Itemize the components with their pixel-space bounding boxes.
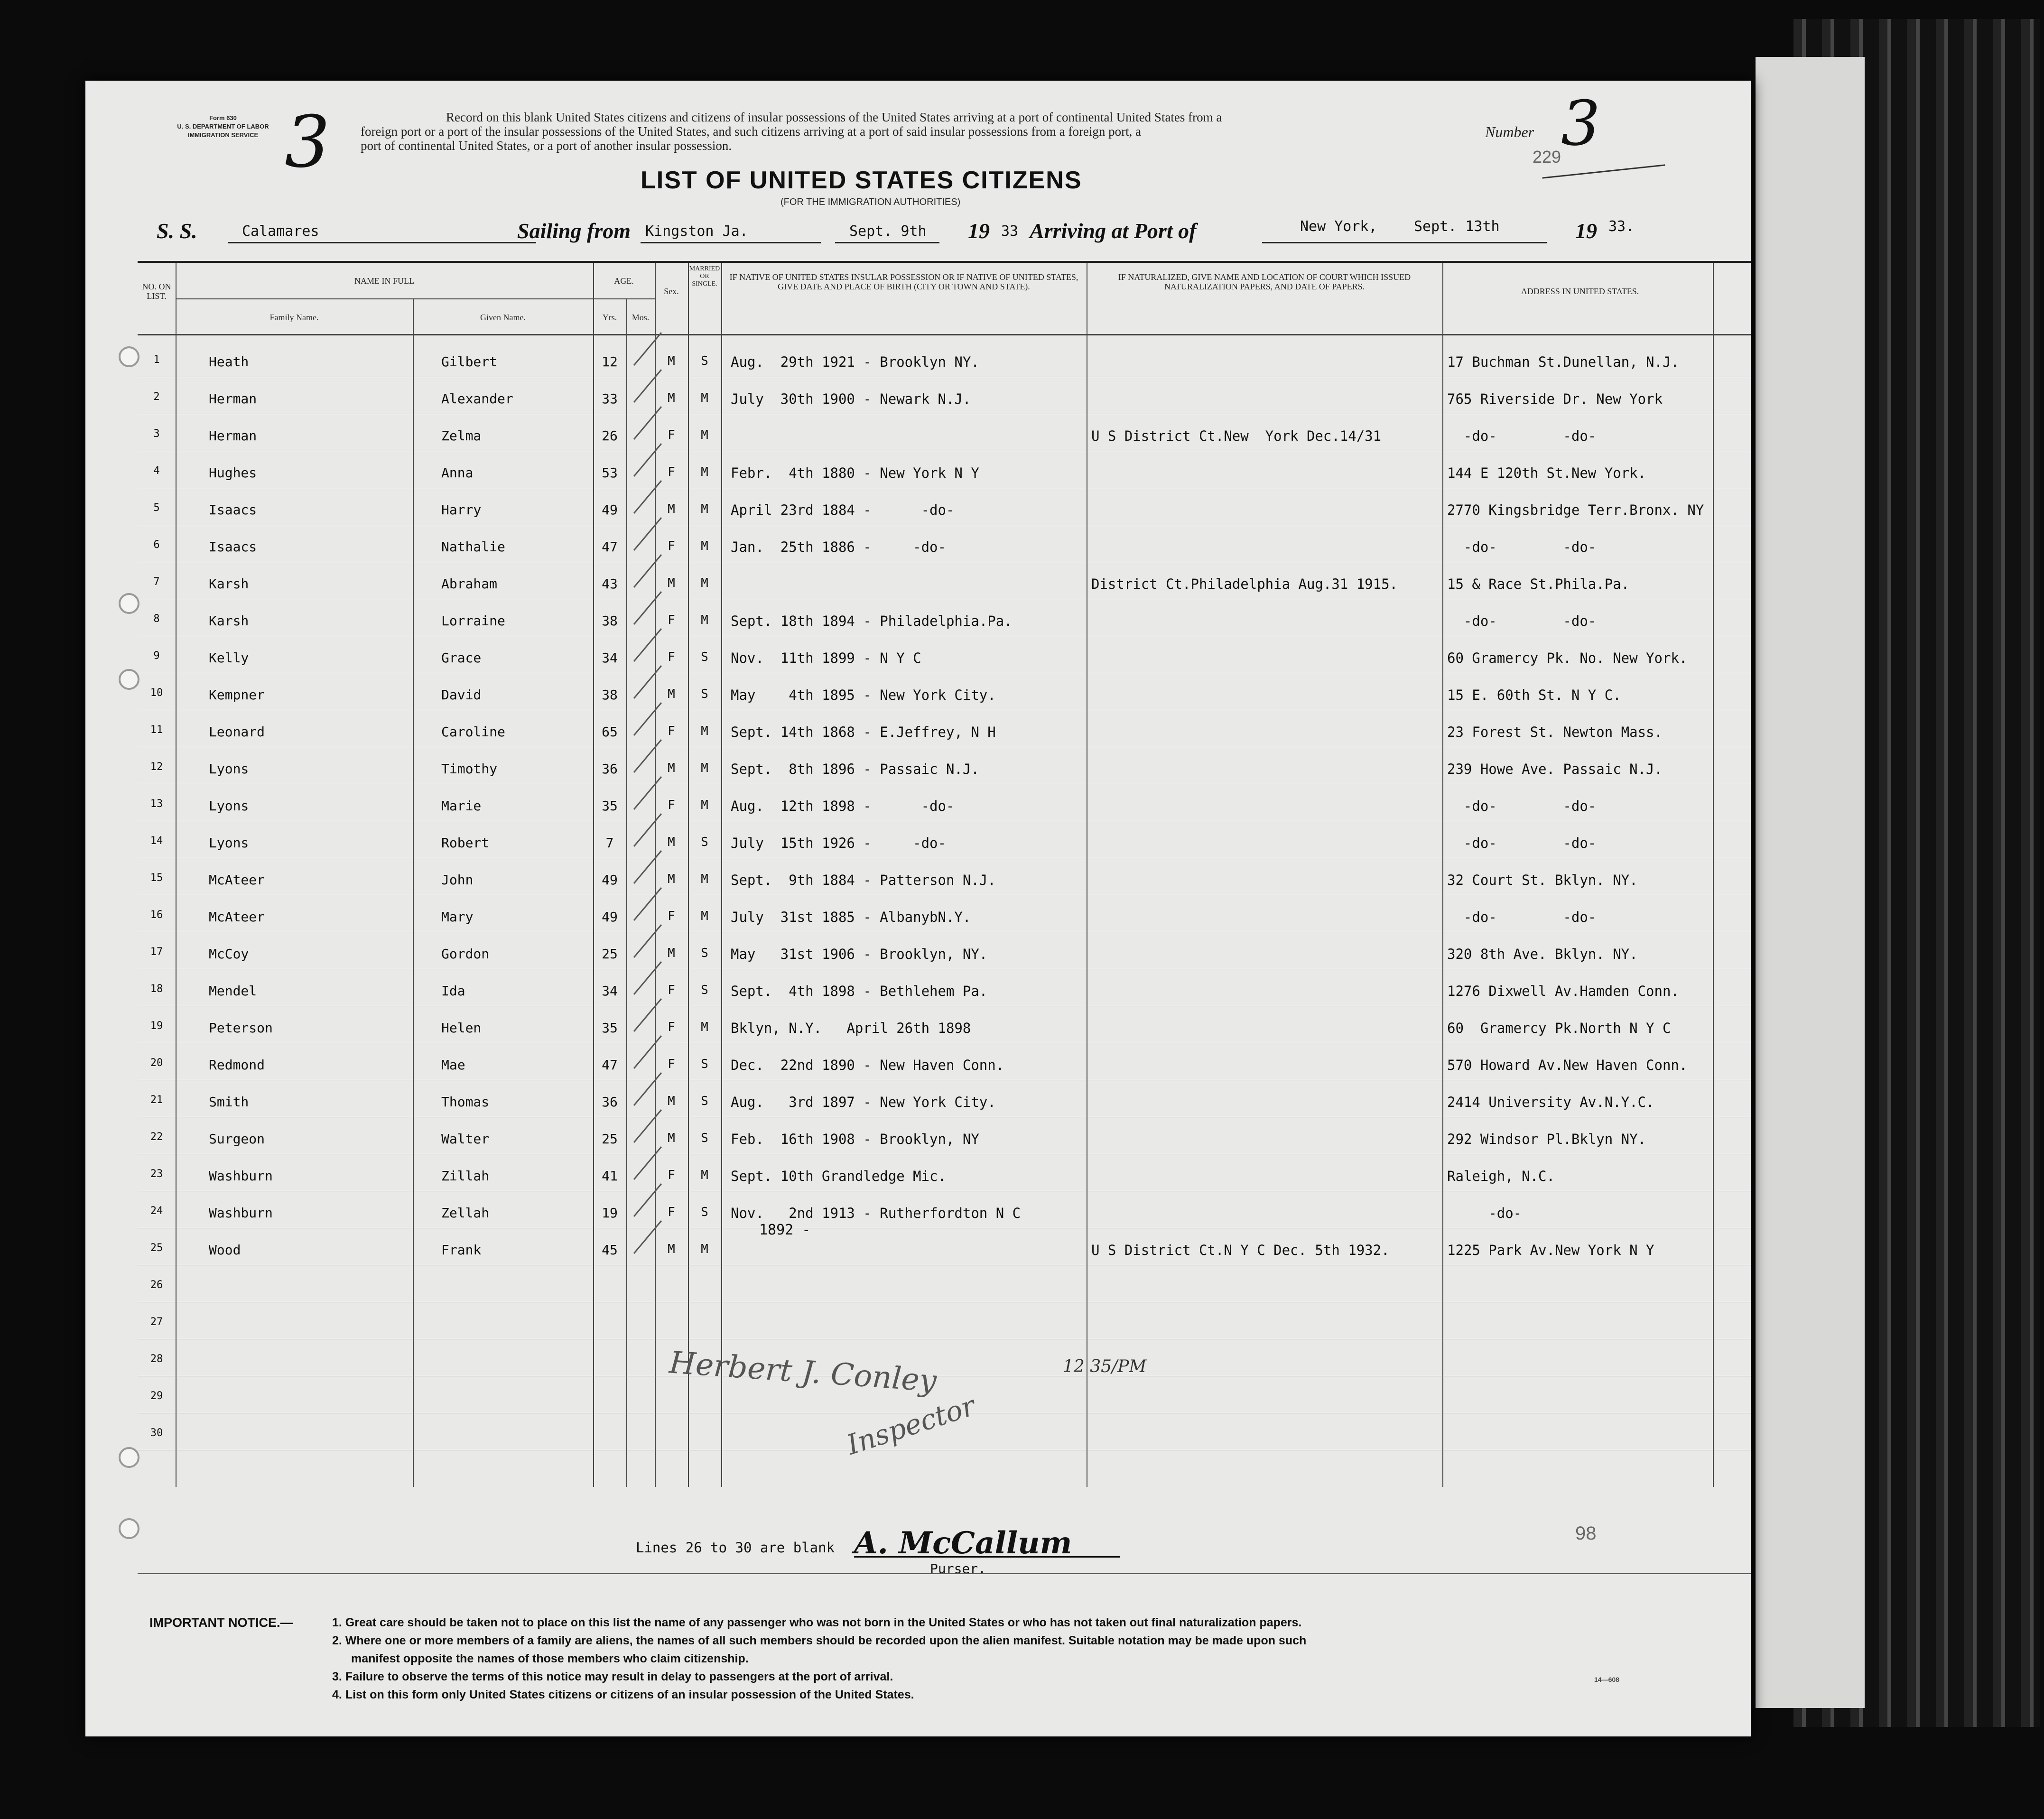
birth-info: Sept. 4th 1898 - Bethlehem Pa. (731, 983, 988, 999)
marital-status: M (701, 761, 708, 775)
col-divider (1442, 263, 1443, 1487)
sex: M (668, 391, 675, 405)
sailing-year: 33 (1001, 223, 1019, 240)
given-name: Grace (441, 650, 482, 666)
sailing-date: Sept. 9th (849, 223, 927, 240)
col-header-no: NO. ON LIST. (142, 282, 171, 301)
given-name: Zillah (441, 1168, 490, 1184)
age-years: 38 (602, 687, 618, 703)
sex: F (668, 983, 675, 997)
family-name: Karsh (209, 576, 249, 592)
birth-info: May 31st 1906 - Brooklyn, NY. (731, 946, 988, 962)
us-address: -do- -do- (1447, 835, 1597, 851)
row-number: 19 (150, 1020, 163, 1032)
sex: F (668, 465, 675, 479)
us-address: 15 & Race St.Phila.Pa. (1447, 576, 1630, 592)
notice-item: manifest opposite the names of those members who claim citizenship. (351, 1652, 749, 1665)
given-name: Harry (441, 502, 482, 518)
given-name: Helen (441, 1020, 482, 1036)
marital-status: S (701, 1057, 708, 1071)
arrival-port: New York, (1300, 218, 1377, 235)
sex: M (668, 576, 675, 590)
family-name: Surgeon (209, 1131, 265, 1147)
marital-status: M (701, 872, 708, 886)
sex: F (668, 428, 675, 442)
col-header-married: MARRIED OR SINGLE. (689, 265, 720, 288)
notice-item: 2. Where one or more members of a family are aliens, the names of all such members should be recorded upon the alien manifest. Suitable notation may be made upon such (332, 1634, 1307, 1647)
sex: M (668, 1094, 675, 1108)
col-divider (413, 298, 414, 1487)
row-number: 25 (150, 1242, 163, 1254)
col-header-yrs: Yrs. (602, 313, 617, 322)
notice-label: IMPORTANT NOTICE.— (149, 1615, 293, 1630)
given-name: John (441, 872, 474, 888)
row-number: 11 (150, 724, 163, 736)
age-years: 47 (602, 539, 618, 555)
marital-status: S (701, 650, 708, 664)
marital-status: M (701, 576, 708, 590)
given-name: Marie (441, 798, 482, 814)
handwritten-number: 3 (1561, 87, 1600, 159)
row23-year-annotation: 1892 - (759, 1222, 811, 1238)
sex: M (668, 835, 675, 849)
age-years: 26 (602, 428, 618, 444)
sex: F (668, 1205, 675, 1219)
blank-lines-note: Lines 26 to 30 are blank (636, 1540, 835, 1556)
family-name: McAteer (209, 909, 265, 925)
birth-info: Sept. 10th Grandledge Mic. (731, 1168, 946, 1184)
row-number: 30 (150, 1427, 163, 1439)
sailing-date-line (835, 242, 939, 243)
birth-info: Bklyn, N.Y. April 26th 1898 (731, 1020, 971, 1036)
family-name: Wood (209, 1242, 241, 1258)
age-years: 35 (602, 1020, 618, 1036)
family-name: Smith (209, 1094, 249, 1110)
given-name: Alexander (441, 391, 513, 407)
sex: F (668, 650, 675, 664)
age-years: 49 (602, 502, 618, 518)
given-name: Zellah (441, 1205, 490, 1221)
family-name: Peterson (209, 1020, 273, 1036)
col-divider (176, 263, 177, 1487)
us-address: 292 Windsor Pl.Bklyn NY. (1447, 1131, 1646, 1147)
us-address: 765 Riverside Dr. New York (1447, 391, 1663, 407)
marital-status: M (701, 539, 708, 553)
time-stamp: 12 35/PM (1063, 1357, 1147, 1376)
sex: F (668, 909, 675, 923)
row-number: 10 (150, 687, 163, 699)
instruction-line: foreign port or a port of the insular possessions of the United States, and such citizens arriving at a port of said insular possessions from a foreign port, a (361, 124, 1142, 139)
sex: M (668, 761, 675, 775)
notice-item: 3. Failure to observe the terms of this notice may result in delay to passengers at the port of arrival. (332, 1670, 893, 1683)
us-address: -do- -do- (1447, 539, 1597, 555)
birth-info: Dec. 22nd 1890 - New Haven Conn. (731, 1057, 1004, 1073)
row-number: 18 (150, 983, 163, 995)
arriving-label: Arriving at Port of (1030, 219, 1197, 243)
row-number: 12 (150, 761, 163, 773)
row-number: 28 (150, 1353, 163, 1365)
ship-name-line (228, 242, 536, 243)
family-name: Isaacs (209, 502, 257, 518)
col-divider (721, 263, 722, 1487)
row-number: 1 (153, 354, 160, 366)
birth-info: Sept. 18th 1894 - Philadelphia.Pa. (731, 613, 1013, 629)
name-header-rule (176, 298, 655, 299)
given-name: Robert (441, 835, 490, 851)
us-address: 17 Buchman St.Dunellan, N.J. (1447, 354, 1679, 370)
row-number: 5 (153, 502, 160, 514)
family-name: Hughes (209, 465, 257, 481)
marital-status: S (701, 983, 708, 997)
family-name: Herman (209, 428, 257, 444)
birth-info: Nov. 11th 1899 - N Y C (731, 650, 921, 666)
age-years: 43 (602, 576, 618, 592)
given-name: Walter (441, 1131, 490, 1147)
inspector-signature: Herbert J. Conley (668, 1345, 938, 1399)
age-years: 49 (602, 872, 618, 888)
page-subtitle: (FOR THE IMMIGRATION AUTHORITIES) (780, 197, 961, 207)
family-name: Kelly (209, 650, 249, 666)
marital-status: S (701, 1205, 708, 1219)
given-name: David (441, 687, 482, 703)
us-address: 23 Forest St. Newton Mass. (1447, 724, 1663, 740)
notice-item: 1. Great care should be taken not to place on this list the name of any passenger who was not born in the United States or who has not taken out final naturalization papers. (332, 1616, 1302, 1629)
purser-label: Purser. (930, 1561, 986, 1577)
us-address: 60 Gramercy Pk.North N Y C (1447, 1020, 1671, 1036)
age-years: 19 (602, 1205, 618, 1221)
us-address: -do- -do- (1447, 798, 1597, 814)
us-address: Raleigh, N.C. (1447, 1168, 1555, 1184)
age-years: 38 (602, 613, 618, 629)
us-address: -do- -do- (1447, 613, 1597, 629)
row-number: 26 (150, 1279, 163, 1291)
marital-status: S (701, 835, 708, 849)
stamped-number: 229 (1533, 147, 1561, 167)
marital-status: M (701, 428, 708, 442)
sex: F (668, 539, 675, 553)
us-address: 144 E 120th St.New York. (1447, 465, 1646, 481)
us-address: 2414 University Av.N.Y.C. (1447, 1094, 1654, 1110)
age-years: 41 (602, 1168, 618, 1184)
birth-info: Nov. 2nd 1913 - Rutherfordton N C (731, 1205, 1021, 1221)
given-name: Frank (441, 1242, 482, 1258)
us-address: 60 Gramercy Pk. No. New York. (1447, 650, 1688, 666)
col-header-naturalized: IF NATURALIZED, GIVE NAME AND LOCATION OF COURT WHICH ISSUED NATURALIZATION PAPERS, AND DATE OF PAPERS. (1118, 272, 1411, 291)
age-years: 34 (602, 650, 618, 666)
family-name: Redmond (209, 1057, 265, 1073)
us-address: 1225 Park Av.New York N Y (1447, 1242, 1654, 1258)
passenger-table (138, 261, 1751, 1487)
row-number: 14 (150, 835, 163, 847)
sex: M (668, 354, 675, 368)
family-name: Lyons (209, 798, 249, 814)
sex: F (668, 1057, 675, 1071)
row-number: 16 (150, 909, 163, 921)
us-address: -do- -do- (1447, 428, 1597, 444)
given-name: Zelma (441, 428, 482, 444)
col-header-family: Family Name. (269, 313, 319, 322)
sailing-label: Sailing from (517, 219, 631, 243)
marital-status: M (701, 1020, 708, 1034)
row-number: 22 (150, 1131, 163, 1143)
birth-info: Aug. 12th 1898 - -do- (731, 798, 955, 814)
birth-info: Jan. 25th 1886 - -do- (731, 539, 946, 555)
instruction-line: Record on this blank United States citizens and citizens of insular possessions of the United States arriving at a port of continental United States from a (446, 110, 1222, 124)
service-name: IMMIGRATION SERVICE (187, 131, 259, 139)
row-number: 4 (153, 465, 160, 477)
sex: M (668, 1131, 675, 1145)
age-years: 34 (602, 983, 618, 999)
family-name: Heath (209, 354, 249, 370)
marital-status: S (701, 946, 708, 960)
given-name: Gordon (441, 946, 490, 962)
marital-status: M (701, 798, 708, 812)
family-name: Leonard (209, 724, 265, 740)
us-address: 570 Howard Av.New Haven Conn. (1447, 1057, 1688, 1073)
marital-status: M (701, 391, 708, 405)
age-years: 45 (602, 1242, 618, 1258)
given-name: Mae (441, 1057, 465, 1073)
row-number: 17 (150, 946, 163, 958)
department-name: U. S. DEPARTMENT OF LABOR (177, 123, 269, 130)
row-number: 13 (150, 798, 163, 810)
row-number: 23 (150, 1168, 163, 1180)
marital-status: M (701, 909, 708, 923)
birth-info: July 15th 1926 - -do- (731, 835, 946, 851)
given-name: Mary (441, 909, 474, 925)
given-name: Timothy (441, 761, 498, 777)
ss-label: S. S. (157, 219, 197, 243)
age-years: 65 (602, 724, 618, 740)
col-header-given: Given Name. (480, 313, 526, 322)
row-number: 21 (150, 1094, 163, 1106)
sex: M (668, 687, 675, 701)
arrival-year: 33. (1608, 218, 1635, 235)
handwritten-list-number: 3 (285, 101, 330, 184)
age-years: 49 (602, 909, 618, 925)
family-name: Kempner (209, 687, 265, 703)
sex: F (668, 613, 675, 627)
row-number: 7 (153, 576, 160, 588)
given-name: Anna (441, 465, 474, 481)
naturalization-info: U S District Ct.N Y C Dec. 5th 1932. (1091, 1242, 1390, 1258)
naturalization-info: U S District Ct.New York Dec.14/31 (1091, 428, 1382, 444)
sex: M (668, 1242, 675, 1256)
col-header-name: NAME IN FULL (354, 276, 414, 286)
us-address: 320 8th Ave. Bklyn. NY. (1447, 946, 1638, 962)
us-address: -do- -do- (1447, 909, 1597, 925)
paper-stack-edge (1756, 57, 1865, 1708)
us-address: 1276 Dixwell Av.Hamden Conn. (1447, 983, 1679, 999)
given-name: Abraham (441, 576, 498, 592)
manifest-page (85, 81, 1751, 1736)
row-number: 6 (153, 539, 160, 551)
birth-info: Sept. 14th 1868 - E.Jeffrey, N H (731, 724, 996, 740)
row-number: 15 (150, 872, 163, 884)
row-number: 9 (153, 650, 160, 662)
birth-info: Aug. 3rd 1897 - New York City. (731, 1094, 996, 1110)
age-years: 47 (602, 1057, 618, 1073)
us-address: 239 Howe Ave. Passaic N.J. (1447, 761, 1663, 777)
given-name: Thomas (441, 1094, 490, 1110)
inspector-title: Inspector (843, 1389, 979, 1461)
sex: F (668, 724, 675, 738)
purser-signature-line (854, 1556, 1120, 1558)
page-number: 98 (1575, 1523, 1597, 1544)
sailing-port-line (641, 242, 821, 243)
binder-hole (119, 1518, 139, 1539)
given-name: Caroline (441, 724, 505, 740)
given-name: Gilbert (441, 354, 498, 370)
form-number: Form 630 (209, 114, 237, 121)
family-name: Herman (209, 391, 257, 407)
us-address: -do- (1447, 1205, 1522, 1221)
us-address: 2770 Kingsbridge Terr.Bronx. NY (1447, 502, 1704, 518)
marital-status: S (701, 354, 708, 368)
age-years: 36 (602, 1094, 618, 1110)
us-address: 15 E. 60th St. N Y C. (1447, 687, 1621, 703)
age-years: 35 (602, 798, 618, 814)
col-header-mos: Mos. (632, 313, 650, 322)
marital-status: M (701, 1242, 708, 1256)
family-name: Karsh (209, 613, 249, 629)
birth-info: Aug. 29th 1921 - Brooklyn NY. (731, 354, 979, 370)
notice-rule (138, 1573, 1751, 1574)
marital-status: M (701, 502, 708, 516)
year-prefix: 19 (968, 219, 990, 243)
given-name: Ida (441, 983, 465, 999)
instruction-line: port of continental United States, or a port of another insular possession. (361, 139, 732, 153)
us-address: 32 Court St. Bklyn. NY. (1447, 872, 1638, 888)
row-number: 27 (150, 1316, 163, 1328)
family-name: Mendel (209, 983, 257, 999)
binder-hole (119, 593, 139, 614)
age-years: 25 (602, 946, 618, 962)
ship-name: Calamares (242, 223, 319, 240)
important-notice (85, 1613, 1751, 1736)
age-years: 25 (602, 1131, 618, 1147)
col-header-birth: IF NATIVE OF UNITED STATES INSULAR POSSESSION OR IF NATIVE OF UNITED STATES, GIVE DATE AND PLACE OF BIRTH (CITY OR TOWN AND STATE). (729, 272, 1078, 291)
col-header-age: AGE. (614, 276, 634, 286)
marital-status: S (701, 1131, 708, 1145)
row-number: 29 (150, 1390, 163, 1402)
birth-info: Febr. 4th 1880 - New York N Y (731, 465, 979, 481)
marital-status: S (701, 1094, 708, 1108)
birth-info: July 30th 1900 - Newark N.J. (731, 391, 971, 407)
marital-status: M (701, 465, 708, 479)
age-years: 12 (602, 354, 618, 370)
marital-status: M (701, 1168, 708, 1182)
given-name: Nathalie (441, 539, 505, 555)
col-header-sex: Sex. (664, 287, 679, 296)
naturalization-info: District Ct.Philadelphia Aug.31 1915. (1091, 576, 1398, 592)
sex: M (668, 502, 675, 516)
birth-info: Sept. 8th 1896 - Passaic N.J. (731, 761, 979, 777)
sex: F (668, 1168, 675, 1182)
marital-status: S (701, 687, 708, 701)
birth-info: April 23rd 1884 - -do- (731, 502, 955, 518)
sex: F (668, 1020, 675, 1034)
family-name: Lyons (209, 835, 249, 851)
age-years: 36 (602, 761, 618, 777)
number-label: Number (1485, 123, 1534, 140)
marital-status: M (701, 724, 708, 738)
department-block (142, 114, 304, 139)
birth-info: July 31st 1885 - AlbanybN.Y. (731, 909, 971, 925)
form-code: 14—608 (1594, 1676, 1619, 1683)
arrival-date-line (1404, 242, 1547, 243)
binder-hole (119, 669, 139, 690)
notice-item: 4. List on this form only United States citizens or citizens of an insular possession of the United States. (332, 1688, 914, 1701)
col-divider (626, 298, 627, 1487)
given-name: Lorraine (441, 613, 505, 629)
page-title: LIST OF UNITED STATES CITIZENS (641, 167, 1082, 194)
purser-signature: A. McCallum (854, 1525, 1072, 1561)
family-name: Isaacs (209, 539, 257, 555)
birth-info: May 4th 1895 - New York City. (731, 687, 996, 703)
binder-hole (119, 1447, 139, 1468)
birth-info: Feb. 16th 1908 - Brooklyn, NY (731, 1131, 979, 1147)
row-number: 20 (150, 1057, 163, 1069)
sex: F (668, 798, 675, 812)
marital-status: M (701, 613, 708, 627)
age-years: 7 (605, 835, 614, 851)
year-prefix-2: 19 (1575, 219, 1597, 243)
family-name: Washburn (209, 1168, 273, 1184)
instruction-text (361, 110, 1514, 153)
sailing-port: Kingston Ja. (645, 223, 748, 240)
family-name: Washburn (209, 1205, 273, 1221)
col-header-address: ADDRESS IN UNITED STATES. (1521, 287, 1639, 296)
row-number: 8 (153, 613, 160, 625)
age-years: 33 (602, 391, 618, 407)
header-bottom-rule (138, 334, 1751, 335)
row-number: 2 (153, 391, 160, 403)
family-name: McAteer (209, 872, 265, 888)
row-number: 3 (153, 428, 160, 440)
sex: M (668, 872, 675, 886)
family-name: Lyons (209, 761, 249, 777)
age-years: 53 (602, 465, 618, 481)
birth-info: Sept. 9th 1884 - Patterson N.J. (731, 872, 996, 888)
binder-hole (119, 346, 139, 367)
family-name: McCoy (209, 946, 249, 962)
row-number: 24 (150, 1205, 163, 1217)
arrival-date: Sept. 13th (1414, 218, 1500, 235)
sex: M (668, 946, 675, 960)
